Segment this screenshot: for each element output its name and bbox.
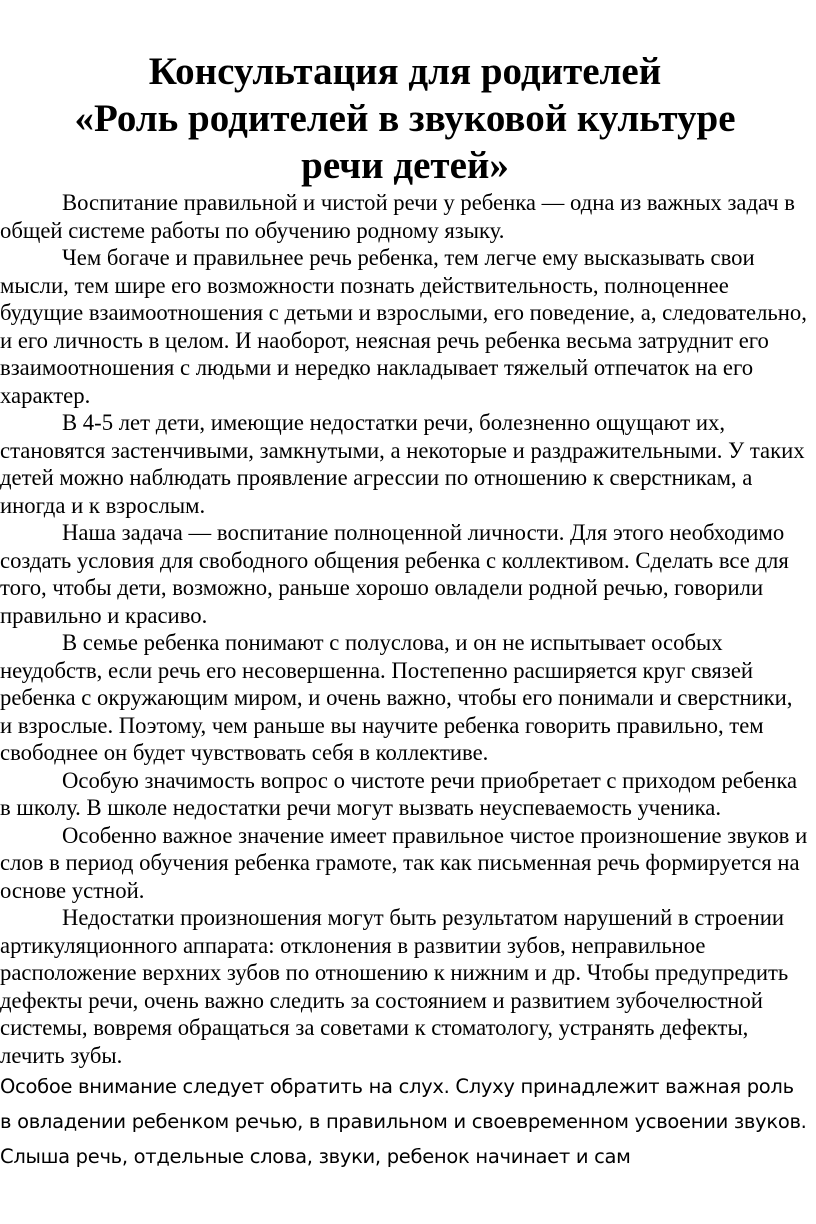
document-body	[0, 189, 810, 1069]
paragraph-3: В 4-5 лет дети, имеющие недостатки речи, болезненно ощущают их, становятся застенчивыми, замкнутыми, а некоторые и раздражительными. У таких детей можно наблюдать проявление агрессии по отношению к сверстникам, а иногда и к взрослым.	[0, 410, 805, 518]
paragraph-7: Особенно важное значение имеет правильное чистое произношение звуков и слов в период обучения ребенка грамоте, так как письменная речь формируется на основе устной.	[0, 822, 808, 903]
title-line-2: «Роль родителей в звуковой культуре	[74, 97, 736, 140]
document-title	[0, 48, 810, 189]
paragraph-1: Воспитание правильной и чистой речи у ребенка — одна из важных задач в общей системе работы по обучению родному языку.	[0, 190, 795, 243]
title-line-1: Консультация для родителей	[148, 50, 662, 93]
paragraph-2: Чем богаче и правильнее речь ребенка, тем легче ему высказывать свои мысли, тем шире его возможности познать действительность, полноценнее будущие взаимоотношения с детьми и взрослыми, его поведение, а, следовательно, и его личность в целом. И наоборот, неясная речь ребенка весьма затруднит его взаимоотношения с людьми и нередко накладывает тяжелый отпечаток на его характер.	[0, 245, 807, 408]
paragraph-8: Недостатки произношения могут быть результатом нарушений в строении артикуляционного аппарата: отклонения в развитии зубов, неправильное расположение верхних зубов по отношению к нижним и др. Чтобы предупредить дефекты речи, очень важно следить за состоянием и развитием зубочелюстной системы, вовремя обращаться за советами к стоматологу, устранять дефекты, лечить зубы.	[0, 905, 789, 1068]
paragraph-5: В семье ребенка понимают с полуслова, и он не испытывает особых неудобств, если речь его несовершенна. Постепенно расширяется круг связей ребенка с окружающим миром, и очень важно, чтобы его понимали и сверстники, и взрослые. Поэтому, чем раньше вы научите ребенка говорить правильно, тем свободнее он будет чувствовать себя в коллективе.	[0, 630, 793, 765]
paragraph-4: Наша задача — воспитание полноценной личности. Для этого необходимо создать условия для свободного общения ребенка с коллективом. Сделать все для того, чтобы дети, возможно, раньше хорошо овладели родной речью, говорили правильно и красиво.	[0, 520, 789, 628]
paragraph-6: Особую значимость вопрос о чистоте речи приобретает с приходом ребенка в школу. В школе недостатки речи могут вызвать неуспеваемость ученика.	[0, 767, 798, 820]
title-line-3: речи детей»	[301, 144, 509, 187]
paragraph-hearing: Особое внимание следует обратить на слух. Слуху принадлежит важная роль в овладении ребенком речью, в правильном и своевременном усвоении звуков. Слыша речь, отдельные слова, звуки, ребенок начинает и сам	[0, 1075, 807, 1168]
